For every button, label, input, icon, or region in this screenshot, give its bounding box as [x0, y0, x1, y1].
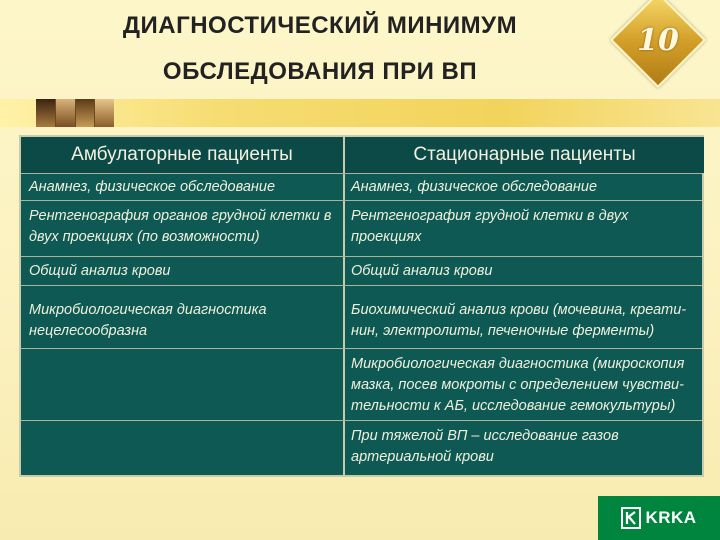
table-cell-left: Анамнез, физическое обследование [29, 179, 276, 195]
diagnostic-table [19, 135, 704, 477]
table-cell-right: Рентгенография грудной клетки в двух проекциях [351, 208, 629, 245]
row-divider [21, 173, 702, 174]
badge-number: 10 [637, 22, 679, 58]
krka-logo-text: KRKA [645, 508, 697, 527]
table-cell-left: Общий анализ крови [29, 263, 171, 279]
row-divider [21, 348, 702, 349]
strip-image-3 [76, 99, 96, 127]
table-cell-right: При тяжелой ВП – исследование газов артериальной крови [351, 428, 619, 465]
strip-image-1 [36, 99, 56, 127]
table-cell-right: Общий анализ крови [351, 263, 493, 279]
decorative-image-strip [36, 99, 114, 127]
row-divider [21, 420, 702, 421]
slide-title-line1: ДИАГНОСТИЧЕСКИЙ МИНИМУМ [122, 12, 518, 39]
column-divider [343, 137, 345, 475]
row-divider [21, 200, 702, 201]
table-cell-right: Анамнез, физическое обследование [351, 179, 598, 195]
column-header-outpatient: Амбулаторные пациенты [21, 137, 343, 173]
table-cell-left: Рентгенография органов грудной клетки в двух проекциях (по возможности) [29, 208, 332, 245]
row-divider [21, 256, 702, 257]
strip-image-4 [95, 99, 114, 127]
krka-logo [598, 496, 720, 540]
table-cell-right: Биохимический анализ крови (мочевина, креати-нин, электролиты, печеночные ферменты) [351, 302, 687, 339]
row-divider [21, 285, 702, 286]
krka-k-icon [621, 507, 641, 529]
column-header-inpatient: Стационарные пациенты [345, 137, 704, 173]
slide-title-line2: ОБСЛЕДОВАНИЯ ПРИ ВП [162, 58, 478, 85]
strip-image-2 [56, 99, 76, 127]
table-cell-left: Микробиологическая диагностика нецелесообразна [29, 302, 267, 339]
table-cell-right: Микробиологическая диагностика (микроскопия мазка, посев мокроты с определением чувстви-тельности к АБ, исследование гемокультуры) [351, 356, 685, 414]
